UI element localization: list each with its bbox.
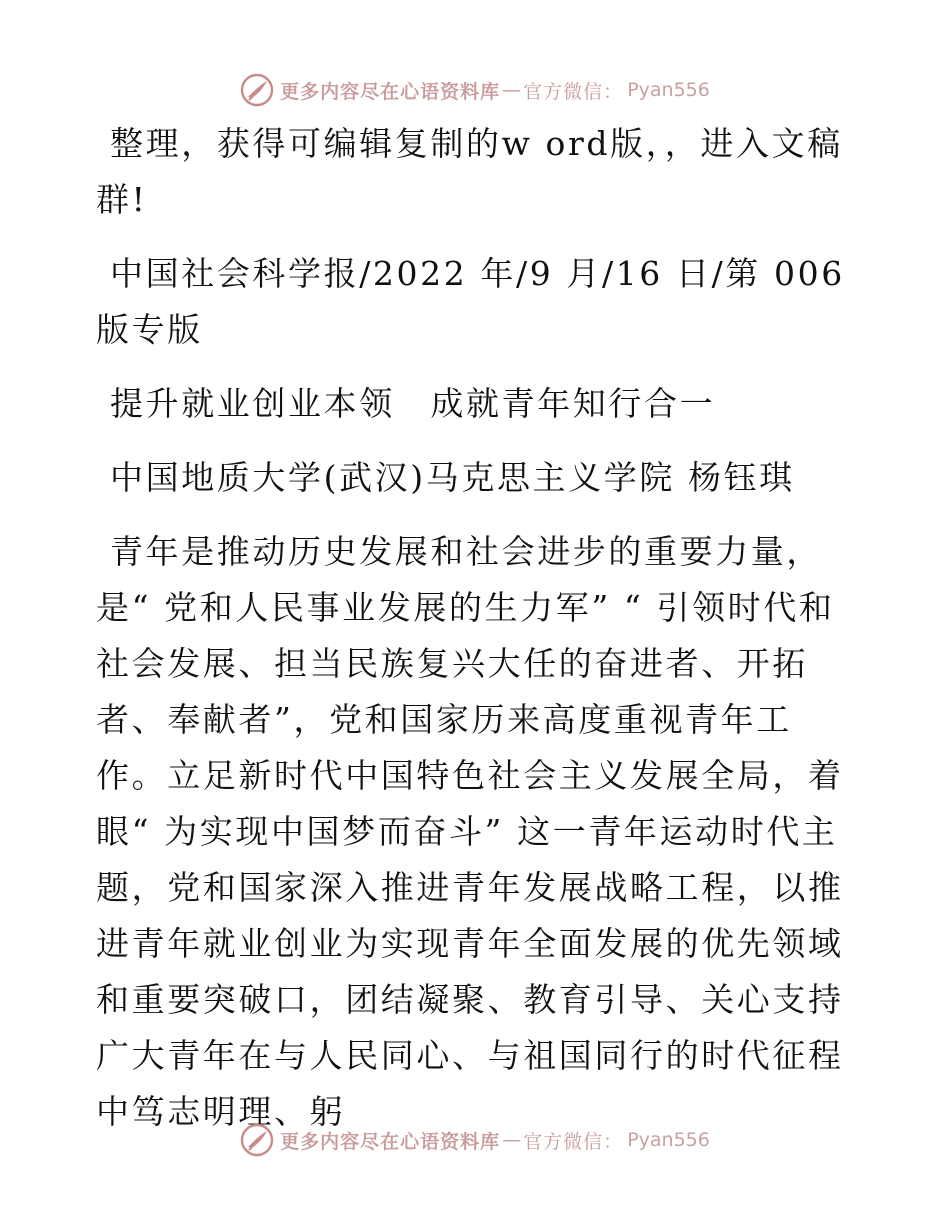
watermark-wechat-id: Pyan556 — [627, 1129, 710, 1151]
author-line: 中国地质大学(武汉)马克思主义学院 杨钰琪 — [110, 458, 795, 497]
quill-logo-icon — [240, 1123, 274, 1157]
intro-line: 整理，获得可编辑复制的w ord版，，进入文稿群! — [96, 124, 843, 219]
watermark-site-text: 更多内容尽在心语资料库 — [280, 80, 501, 103]
header-watermark — [0, 68, 950, 112]
quill-logo-icon — [240, 73, 274, 107]
body-paragraph: 青年是推动历史发展和社会进步的重要力量，是“ 党和人民事业发展的生力军” “ 引领时代和社会发展、担当民族复兴大任的奋进者、开拓者、奉献者”，党和国家历来高度重视青年工作。立足新时代中国特色社会主义发展全局，着眼“ 为实现中国梦而奋斗” 这一青年运动时代主题，党和国家深入推进青年发展战略工程，以推进青年就业创业为实现青年全面发展的优先领域和重要突破口，团结凝聚、教育引导、关心支持广大青年在与人民同心、与祖国同行的时代征程中笃志明理、躬 — [96, 532, 844, 1131]
article-title: 提升就业创业本领 成就青年知行合一 — [110, 384, 716, 423]
source-line: 中国社会科学报/2022 年/9 月/16 日/第 006 版专版 — [96, 254, 845, 349]
watermark-wechat-id: Pyan556 — [627, 79, 710, 101]
watermark-wechat-label: 官方微信： — [523, 80, 624, 103]
document-body — [96, 116, 856, 1140]
footer-watermark — [0, 1118, 950, 1162]
watermark-wechat-label: 官方微信： — [523, 1130, 624, 1153]
watermark-separator: — — [502, 1129, 522, 1151]
watermark-separator: — — [502, 79, 522, 101]
watermark-site-text: 更多内容尽在心语资料库 — [280, 1130, 501, 1153]
